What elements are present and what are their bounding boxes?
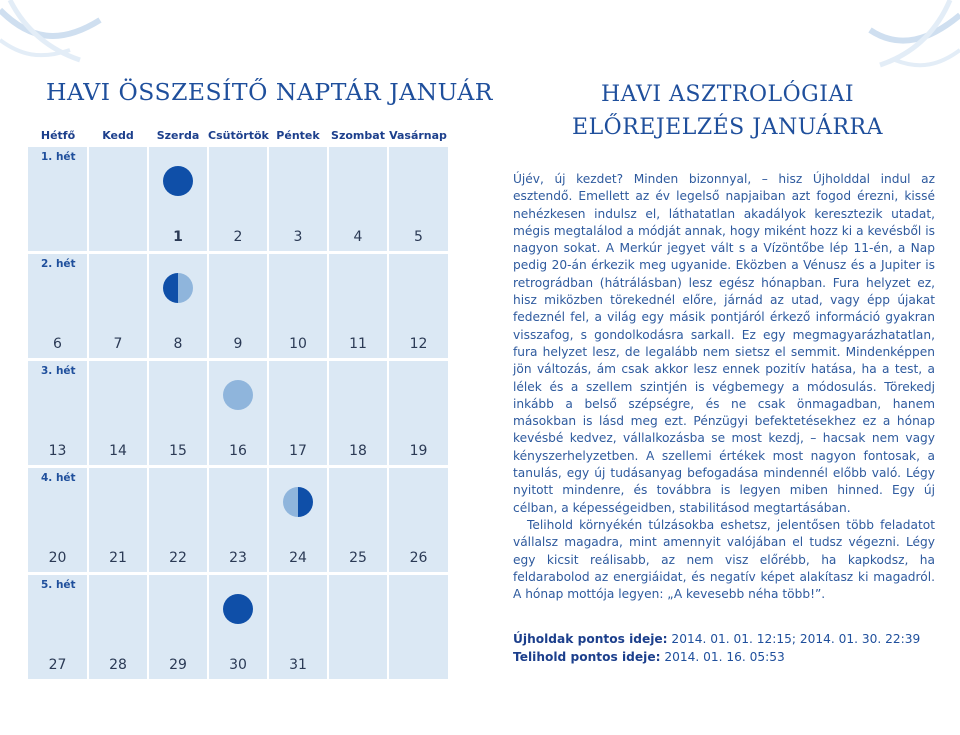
full-moon-icon: [222, 379, 254, 411]
calendar-day-cell: [388, 253, 448, 360]
newmoon-line: [513, 630, 943, 648]
calendar-day-cell: [328, 467, 388, 574]
day-number: 21: [109, 550, 127, 566]
calendar-day-cell: [88, 467, 148, 574]
calendar-week-row: [28, 467, 448, 574]
day-number: 28: [109, 657, 127, 673]
forecast-title-line1: HAVI ASZTROLÓGIAI: [600, 82, 855, 107]
day-number: 6: [53, 336, 62, 352]
calendar-week-row: [28, 360, 448, 467]
fullmoon-line: [513, 648, 943, 666]
calendar-day-cell: [148, 146, 208, 253]
day-number: 3: [293, 229, 303, 245]
day-number: 18: [349, 443, 367, 459]
calendar-day-cell: [208, 467, 268, 574]
weekday-label: Vasárnap: [389, 128, 447, 142]
calendar-week-row: [28, 574, 448, 680]
day-number: 27: [48, 657, 67, 673]
weekday-header: [28, 126, 448, 146]
forecast-body: [513, 171, 935, 603]
forecast-paragraph-1: Újév, új kezdet? Minden bizonnyal, – hisz Újholddal indul az esztendő. Emellett az év legelső napjaiban azt fogod érezni, kissé nehézkesen indulsz el, láthatatlan akadályok keresztezik utadat, mégis megtalálod a módját annak, hogy miként hozz ki a kevésből is nagyon sokat. A Merkúr jegyet vált s a Vízöntőbe lép 11-én, a Nap pedig 20-án érkezik meg ugyanide. Eközben a Vénusz és a Jupiter is retrográdban (hátrálásban) lesz egész hónapban.: [513, 172, 935, 290]
forecast-paragraph-2: Telihold környékén túlzásokba eshetsz, jelentősen több feladatot vállalsz magadra, mint amennyit valójában el tudsz végezni. Légy egy kicsit reálisabb, az nem visz előrébb, ha kapkodsz, ha feldarabolod az energiáidat, és negatív képet alakítasz ki magadról. A hónap mottója legyen: „A kevesebb néha több!”.: [513, 517, 935, 602]
day-number: 29: [169, 657, 187, 673]
forecast-paragraph: [513, 171, 935, 517]
day-number: 25: [349, 550, 367, 566]
calendar-week-row: [28, 146, 448, 253]
day-number: 24: [289, 550, 307, 566]
last-quarter-moon-icon: [282, 486, 314, 518]
calendar-day-cell: [88, 253, 148, 360]
calendar-day-cell: [328, 146, 388, 253]
calendar-day-cell: [388, 360, 448, 467]
moon-dates: [513, 630, 943, 666]
weekday-label: Csütörtök: [208, 128, 269, 142]
calendar-day-cell: [328, 574, 388, 680]
weekday-label: Hétfő: [40, 128, 76, 142]
weekday-label: Kedd: [102, 128, 134, 142]
week-label: 3. hét: [41, 365, 76, 377]
day-number: 19: [409, 443, 428, 459]
day-number: 1: [173, 229, 183, 245]
day-number: 10: [289, 336, 307, 352]
calendar-day-cell: [328, 360, 388, 467]
day-number: 13: [48, 443, 67, 459]
calendar-day-cell: [148, 360, 208, 467]
calendar-day-cell: [208, 253, 268, 360]
day-number: 8: [173, 336, 183, 352]
calendar-day-cell: [268, 146, 328, 253]
day-number: 7: [113, 336, 123, 352]
calendar-day-cell: [328, 253, 388, 360]
calendar-day-cell: [388, 574, 448, 680]
day-number: 9: [233, 336, 243, 352]
day-number: 2: [233, 229, 243, 245]
calendar-day-cell: [28, 360, 88, 467]
new-moon-icon: [162, 165, 194, 197]
forecast-paragraph-1-cont: Fura helyzet ez, hisz miközben törekednél előre, járnád az utad, vagy épp újakat fedeznél fel, a világ egy másik pontjáról érkező információ gyakran visszafog, s gondolkodásra sarkall. Ez egy megmagyarázhatatlan, fura helyzet lesz, de legalább nem sietsz el semmit. Mindenképpen jön változás, ám csak akkor lesz ennek pozitív hatása, ha a test, a lélek és a szellem szintjén is végbemegy a módosulás. Törekedj inkább a belső szépségre, és ne csak önmagadban, hanem másokban is lásd meg ezt. Pénzügyi befektetésekhez ez a hónap kevésbé kedvez, vállalkozásba se most kezdj, – hacsak nem vagy kényszerhelyzetben. A szellemi értékek most nagyon fontosak, a tanulás, egy új tudásanyag befogadása mindennél előbb való. Légy nyitott mindenre, és továbbra is legyen miben hinned. Egy új célban, a képességeidben, stabilitásod megtartásában.: [513, 275, 936, 515]
monthly-calendar: [28, 126, 448, 679]
calendar-day-cell: [28, 146, 88, 253]
decorative-swirl-left: [0, 0, 120, 80]
calendar-day-cell: [208, 360, 268, 467]
calendar-title: HAVI ÖSSZESÍTŐ NAPTÁR JANUÁR: [46, 78, 493, 106]
calendar-day-cell: [88, 574, 148, 680]
day-number: 4: [353, 229, 363, 245]
day-number: 17: [289, 443, 307, 459]
day-number: 26: [409, 550, 428, 566]
new-moon-icon: [222, 593, 254, 625]
forecast-title-line2: ELŐREJELZÉS JANUÁRRA: [572, 115, 883, 140]
day-number: 14: [109, 443, 127, 459]
day-number: 23: [229, 550, 247, 566]
week-label: 2. hét: [41, 258, 76, 270]
weekday-label: Szombat: [331, 128, 385, 142]
calendar-day-cell: [88, 146, 148, 253]
calendar-day-cell: [28, 253, 88, 360]
day-number: 5: [414, 229, 423, 245]
calendar-day-cell: [268, 574, 328, 680]
day-number: 31: [289, 657, 307, 673]
newmoon-value: 2014. 01. 01. 12:15; 2014. 01. 30. 22:39: [667, 632, 921, 646]
forecast-title: [540, 78, 915, 144]
calendar-day-cell: [388, 146, 448, 253]
calendar-day-cell: [268, 360, 328, 467]
day-number: 16: [229, 443, 247, 459]
calendar-day-cell: [28, 467, 88, 574]
first-quarter-moon-icon: [162, 272, 194, 304]
fullmoon-value: 2014. 01. 16. 05:53: [660, 650, 785, 664]
week-label: 5. hét: [41, 579, 76, 591]
calendar-day-cell: [268, 253, 328, 360]
day-number: 11: [349, 336, 367, 352]
decorative-swirl-right: [850, 0, 960, 90]
calendar-day-cell: [148, 574, 208, 680]
calendar-day-cell: [88, 360, 148, 467]
newmoon-label: Újholdak pontos ideje:: [513, 632, 668, 646]
calendar-day-cell: [28, 574, 88, 680]
calendar-week-row: [28, 253, 448, 360]
week-label: 4. hét: [41, 472, 76, 484]
day-number: 20: [48, 550, 67, 566]
calendar-day-cell: [388, 467, 448, 574]
calendar-day-cell: [208, 146, 268, 253]
weekday-label: Péntek: [276, 128, 320, 142]
fullmoon-label: Telihold pontos ideje:: [513, 650, 661, 664]
calendar-day-cell: [148, 467, 208, 574]
calendar-day-cell: [208, 574, 268, 680]
day-number: 15: [169, 443, 187, 459]
day-number: 30: [229, 657, 247, 673]
week-label: 1. hét: [41, 151, 76, 163]
calendar-day-cell: [148, 253, 208, 360]
day-number: 12: [409, 336, 428, 352]
day-number: 22: [169, 550, 187, 566]
weekday-label: Szerda: [156, 128, 200, 142]
calendar-day-cell: [268, 467, 328, 574]
